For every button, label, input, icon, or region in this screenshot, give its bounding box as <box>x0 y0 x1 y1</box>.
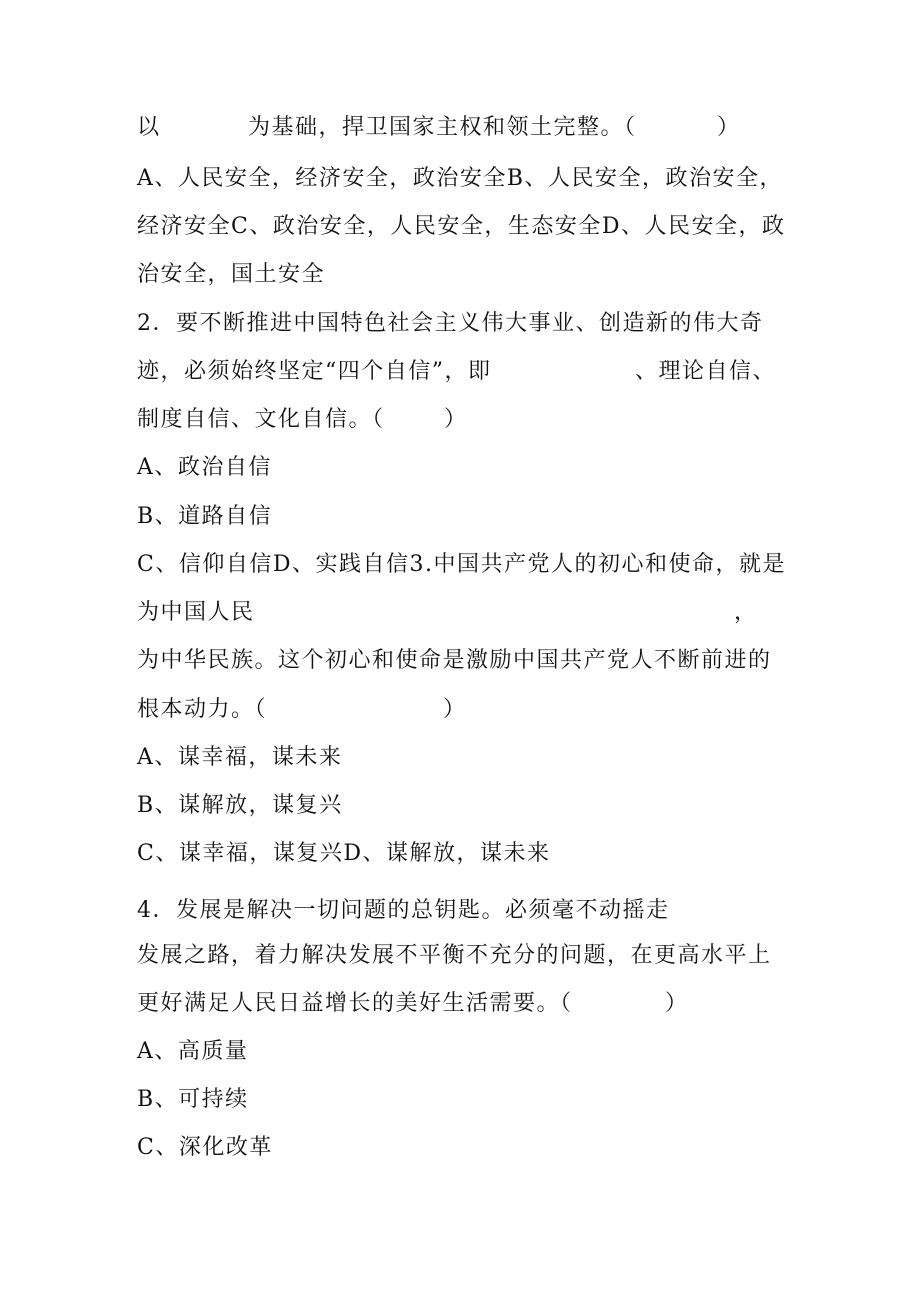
text-line: 发展之路，着力解决发展不平衡不充分的问题，在更高水平上 <box>137 943 772 968</box>
text-segment: 以 <box>137 115 161 140</box>
question-line: 2．要不断推进中国特色社会主义伟大事业、创造新的伟大奇 <box>137 311 764 336</box>
text-segment: ） <box>443 697 467 722</box>
question-line: 4．发展是解决一切问题的总钥匙。必须毫不动摇走 <box>137 898 670 923</box>
text-segment: 、理论自信、 <box>635 359 777 384</box>
text-segment: 根本动力。（ <box>137 697 268 722</box>
text-line: 为中华民族。这个初心和使命是激励中国共产党人不断前进的 <box>137 648 772 673</box>
text-segment: 为基础，捍卫国家主权和领土完整。（ <box>248 115 637 140</box>
option-line: C、深化改革 <box>137 1135 273 1160</box>
option-line: A、高质量 <box>137 1039 249 1064</box>
option-line: C、谋幸福，谋复兴D、谋解放，谋未来 <box>137 841 551 866</box>
option-line: C、信仰自信D、实践自信3.中国共产党人的初心和使命，就是 <box>137 552 786 577</box>
option-line: B、谋解放，谋复兴 <box>137 793 343 818</box>
text-line: A、人民安全，经济安全，政治安全B、人民安全，政治安全， <box>137 166 784 191</box>
text-segment: 更好满足人民日益增长的美好生活需要。（ <box>137 991 573 1016</box>
text-segment: 迹，必须始终坚定“四个自信”，即 <box>137 359 492 384</box>
text-segment: 制度自信、文化自信。（ <box>137 407 385 432</box>
option-line: B、道路自信 <box>137 504 273 529</box>
text-line: 治安全，国土安全 <box>137 262 326 287</box>
text-line: 经济安全C、政治安全，人民安全，生态安全D、人民安全，政 <box>137 214 786 239</box>
text-segment: ， <box>734 600 758 625</box>
option-line: A、政治自信 <box>137 455 272 480</box>
text-segment: ） <box>444 407 468 432</box>
text-segment: ） <box>717 115 741 140</box>
text-segment: ） <box>665 991 689 1016</box>
text-segment: 为中国人民 <box>137 600 255 625</box>
option-line: A、谋幸福，谋未来 <box>137 745 343 770</box>
option-line: B、可持续 <box>137 1087 249 1112</box>
